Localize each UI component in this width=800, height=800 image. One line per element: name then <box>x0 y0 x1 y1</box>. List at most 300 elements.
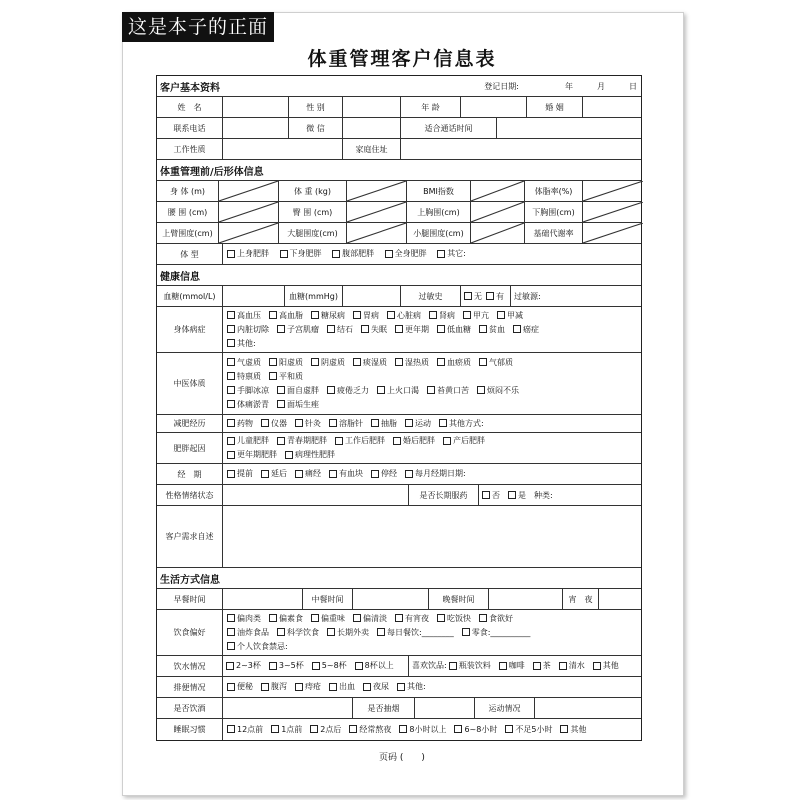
water-row <box>157 656 641 677</box>
checkbox-option[interactable]: 上火口渴 <box>377 386 419 395</box>
checkbox-option[interactable]: 偏重味 <box>311 614 345 623</box>
checkbox-option[interactable]: 甲减 <box>497 311 523 320</box>
checkbox-option[interactable]: 结石 <box>327 325 353 334</box>
shape-opt[interactable]: 下身肥胖 <box>280 249 322 258</box>
waist-label: 腰 围 (cm) <box>157 202 219 222</box>
checkbox-icon <box>312 662 320 670</box>
checkbox-option[interactable]: 平和质 <box>269 372 303 381</box>
checkbox-icon <box>486 292 494 300</box>
allergy-label: 过敏史 <box>401 286 461 306</box>
option-line <box>227 309 637 323</box>
section-body-title: 体重管理前/后形体信息 <box>160 166 264 178</box>
checkbox-icon <box>405 470 413 478</box>
calf-field[interactable] <box>471 223 525 243</box>
checkbox-icon <box>280 250 288 258</box>
checkbox-option[interactable]: 不足5小时 <box>505 725 552 734</box>
sleep-label: 睡眠习惯 <box>157 719 223 740</box>
checkbox-option[interactable]: 出血 <box>329 682 355 691</box>
gender-field[interactable] <box>343 97 401 117</box>
page-number: 页码 ( ) <box>379 753 425 763</box>
checkbox-icon <box>329 419 337 427</box>
checkbox-option[interactable]: 清水 <box>559 661 585 670</box>
period-options <box>223 464 641 484</box>
sugar-field[interactable] <box>223 286 285 306</box>
longmed-label: 是否长期服药 <box>409 485 479 505</box>
thigh-label: 大腿围度(cm) <box>279 223 347 243</box>
checkbox-option[interactable]: 12点前 <box>227 725 263 734</box>
marriage-label: 婚 姻 <box>527 97 583 117</box>
checkbox-option[interactable]: 高血脂 <box>269 311 303 320</box>
checkbox-icon <box>405 419 413 427</box>
checkbox-icon <box>353 358 361 366</box>
checkbox-option[interactable]: 青春期肥胖 <box>277 436 327 445</box>
diet-options <box>223 610 641 655</box>
checkbox-option[interactable]: 贫血 <box>479 325 505 334</box>
checkbox-icon <box>377 386 385 394</box>
checkbox-icon <box>261 419 269 427</box>
job-field[interactable] <box>223 139 343 159</box>
needs-field[interactable] <box>223 506 643 567</box>
cause-options <box>223 433 641 463</box>
checkbox-icon <box>227 725 235 733</box>
checkbox-option[interactable]: 内脏切除 <box>227 325 269 334</box>
checkbox-option[interactable]: 低血糖 <box>437 325 471 334</box>
checkbox-icon <box>295 419 303 427</box>
checkbox-option[interactable]: 2~3杯 <box>226 661 261 670</box>
checkbox-option[interactable]: 更年期肥胖 <box>227 450 277 459</box>
checkbox-option[interactable]: 提前 <box>227 469 253 478</box>
checkbox-option[interactable]: 其他 <box>560 725 586 734</box>
checkbox-icon <box>464 292 472 300</box>
checkbox-option[interactable]: 延后 <box>261 469 287 478</box>
mood-row <box>157 485 641 506</box>
checkbox-icon <box>277 386 285 394</box>
checkbox-icon <box>443 437 451 445</box>
option-line <box>227 323 637 337</box>
option-line <box>227 723 637 737</box>
section-health-row <box>157 265 641 286</box>
checkbox-option[interactable]: 1点前 <box>271 725 302 734</box>
checkbox-option[interactable]: 血瘀质 <box>437 358 471 367</box>
checkbox-icon <box>355 662 363 670</box>
checkbox-icon <box>449 662 457 670</box>
checkbox-icon <box>311 358 319 366</box>
checkbox-option[interactable]: 便秘 <box>227 682 253 691</box>
wechat-field[interactable] <box>343 118 401 138</box>
checkbox-icon <box>533 662 541 670</box>
checkbox-option[interactable]: 吃饭快 <box>437 614 471 623</box>
allergy-choice[interactable]: 无 有 <box>461 286 511 306</box>
checkbox-icon <box>327 325 335 333</box>
disease-row <box>157 307 641 353</box>
checkbox-icon <box>227 419 235 427</box>
tcm-row <box>157 353 641 415</box>
water-options <box>223 656 409 676</box>
longmed-choice[interactable]: 否 是 种类: <box>479 485 643 505</box>
height-label: 身 体 (m) <box>157 181 219 201</box>
sleep-options <box>223 719 641 740</box>
checkbox-option[interactable]: 气虚质 <box>227 358 261 367</box>
option-line <box>227 384 637 398</box>
checkbox-option[interactable]: 溶脂针 <box>329 419 363 428</box>
option-prefix: 喜欢饮品: <box>412 661 447 670</box>
mood-label: 性格情绪状态 <box>157 485 223 505</box>
sport-field[interactable] <box>535 698 643 718</box>
lunch-label: 中餐时间 <box>303 589 353 609</box>
chest-label: 上胸围(cm) <box>407 202 471 222</box>
checkbox-option[interactable]: 阳虚质 <box>269 358 303 367</box>
checkbox-icon <box>335 437 343 445</box>
checkbox-icon <box>427 386 435 394</box>
name-field[interactable] <box>223 97 289 117</box>
checkbox-option[interactable]: 婚后肥胖 <box>393 436 435 445</box>
checkbox-icon <box>395 614 403 622</box>
bmr-label: 基础代谢率 <box>525 223 583 243</box>
height-field[interactable] <box>219 181 279 201</box>
checkbox-option[interactable]: 痰湿质 <box>353 358 387 367</box>
checkbox-icon <box>395 325 403 333</box>
checkbox-option[interactable]: 每日餐饮:________ <box>377 628 454 637</box>
checkbox-option[interactable]: 瓶装饮料 <box>449 661 491 670</box>
checkbox-icon <box>277 437 285 445</box>
checkbox-icon <box>371 419 379 427</box>
checkbox-icon <box>269 358 277 366</box>
checkbox-option[interactable]: 高血压 <box>227 311 261 320</box>
checkbox-icon <box>377 628 385 636</box>
checkbox-option[interactable]: 痔疮 <box>295 682 321 691</box>
lunch-field[interactable] <box>353 589 429 609</box>
sugar-row <box>157 286 641 307</box>
breakfast-label: 早餐时间 <box>157 589 223 609</box>
checkbox-option[interactable]: 儿童肥胖 <box>227 436 269 445</box>
measure-row-2 <box>157 202 641 223</box>
bowel-options <box>223 677 641 697</box>
checkbox-option[interactable]: 抽脂 <box>371 419 397 428</box>
smoke-field[interactable] <box>415 698 475 718</box>
allergy-source-field[interactable]: 过敏源: <box>514 291 541 301</box>
hip-field[interactable] <box>347 202 407 222</box>
shape-label: 体 型 <box>157 244 223 264</box>
checkbox-icon <box>332 250 340 258</box>
checkbox-icon <box>269 614 277 622</box>
shape-options <box>223 244 641 264</box>
sleep-row <box>157 719 641 740</box>
drink-options <box>409 656 643 676</box>
checkbox-option[interactable]: 其他: <box>397 682 426 691</box>
checkbox-icon <box>513 325 521 333</box>
checkbox-option[interactable]: 糖尿病 <box>311 311 345 320</box>
checkbox-option[interactable]: 阴虚质 <box>311 358 345 367</box>
checkbox-icon <box>227 372 235 380</box>
weight-label: 体 重 (kg) <box>279 181 347 201</box>
checkbox-option[interactable]: 仪器 <box>261 419 287 428</box>
diet-label: 饮食偏好 <box>157 610 223 655</box>
checkbox-option[interactable]: 偏素食 <box>269 614 303 623</box>
period-label: 经 期 <box>157 464 223 484</box>
checkbox-icon <box>295 683 303 691</box>
checkbox-icon <box>559 662 567 670</box>
marriage-field[interactable] <box>583 97 643 117</box>
checkbox-icon <box>593 662 601 670</box>
checkbox-icon <box>497 311 505 319</box>
sport-label: 运动情况 <box>475 698 535 718</box>
checkbox-option[interactable]: 病理性肥胖 <box>285 450 335 459</box>
job-label: 工作性质 <box>157 139 223 159</box>
checkbox-option[interactable]: 面垢生痤 <box>277 400 319 409</box>
checkbox-option[interactable]: 8小时以上 <box>399 725 446 734</box>
bowel-label: 排便情况 <box>157 677 223 697</box>
call-time-label: 适合通话时间 <box>401 118 497 138</box>
checkbox-icon <box>227 470 235 478</box>
checkbox-option[interactable]: 科学饮食 <box>277 628 319 637</box>
checkbox-option[interactable]: 3~5杯 <box>269 661 304 670</box>
wechat-label: 微 信 <box>289 118 343 138</box>
checkbox-icon <box>271 725 279 733</box>
shape-opt[interactable]: 其它: <box>437 249 466 258</box>
bmi-field[interactable] <box>471 181 525 201</box>
supper-field[interactable] <box>599 589 643 609</box>
waist-field[interactable] <box>219 202 279 222</box>
dinner-field[interactable] <box>489 589 563 609</box>
water-label: 饮水情况 <box>157 656 223 676</box>
banner-label: 这是本子的正面 <box>122 12 274 42</box>
option-line <box>227 448 637 462</box>
fat-field[interactable] <box>583 181 643 201</box>
bmi-label: BMI指数 <box>407 181 471 201</box>
checkbox-icon <box>227 683 235 691</box>
checkbox-option[interactable]: 咖啡 <box>499 661 525 670</box>
checkbox-option[interactable]: 痛经 <box>295 469 321 478</box>
checkbox-option[interactable]: 烦闷不乐 <box>477 386 519 395</box>
age-field[interactable] <box>461 97 527 117</box>
tcm-label: 中医体质 <box>157 353 223 414</box>
checkbox-option[interactable]: 气郁质 <box>479 358 513 367</box>
checkbox-option[interactable]: 茶 <box>533 661 551 670</box>
checkbox-icon <box>429 311 437 319</box>
checkbox-icon <box>385 250 393 258</box>
section-basic-row <box>157 76 641 97</box>
needs-label: 客户需求自述 <box>157 506 223 567</box>
checkbox-option[interactable]: 手脚冰凉 <box>227 386 269 395</box>
checkbox-option[interactable]: 5~8杯 <box>312 661 347 670</box>
checkbox-icon <box>327 386 335 394</box>
arm-label: 上臂围度(cm) <box>157 223 219 243</box>
checkbox-icon <box>295 470 303 478</box>
checkbox-option[interactable]: 子宫肌瘤 <box>277 325 319 334</box>
checkbox-icon <box>397 683 405 691</box>
checkbox-option[interactable]: 其他 <box>593 661 619 670</box>
checkbox-option[interactable]: 有血块 <box>329 469 363 478</box>
checkbox-option[interactable]: 个人饮食禁忌: <box>227 642 288 651</box>
checkbox-icon <box>227 400 235 408</box>
checkbox-icon <box>269 311 277 319</box>
checkbox-option[interactable]: 2点后 <box>310 725 341 734</box>
checkbox-icon <box>227 339 235 347</box>
checkbox-icon <box>508 491 516 499</box>
diet-row <box>157 610 641 656</box>
fat-label: 体脂率(%) <box>525 181 583 201</box>
checkbox-icon <box>277 325 285 333</box>
checkbox-option[interactable]: 其他方式: <box>439 419 484 428</box>
option-line <box>227 640 637 654</box>
address-field[interactable] <box>401 139 643 159</box>
checkbox-icon <box>479 614 487 622</box>
option-line <box>227 434 637 448</box>
checkbox-option[interactable]: 偏肉类 <box>227 614 261 623</box>
cause-row <box>157 433 641 464</box>
checkbox-icon <box>399 725 407 733</box>
checkbox-option[interactable]: 苔黄口苦 <box>427 386 469 395</box>
checkbox-option[interactable]: 6~8小时 <box>454 725 497 734</box>
checkbox-icon <box>439 419 447 427</box>
checkbox-icon <box>462 628 470 636</box>
checkbox-icon <box>395 358 403 366</box>
gender-label: 性 别 <box>289 97 343 117</box>
measure-row-3 <box>157 223 641 244</box>
mood-field[interactable] <box>223 485 409 505</box>
checkbox-option[interactable]: 油炸食品 <box>227 628 269 637</box>
checkbox-option[interactable]: 腹泻 <box>261 682 287 691</box>
method-row <box>157 415 641 433</box>
thigh-field[interactable] <box>347 223 407 243</box>
alcohol-field[interactable] <box>223 698 353 718</box>
option-line <box>227 612 637 626</box>
shape-opt[interactable]: 上身肥胖 <box>227 249 269 258</box>
checkbox-icon <box>227 642 235 650</box>
section-basic-title: 客户基本资料 <box>160 82 220 94</box>
checkbox-option[interactable]: 8杯以上 <box>355 661 394 670</box>
arm-field[interactable] <box>219 223 279 243</box>
checkbox-icon <box>227 614 235 622</box>
checkbox-icon <box>269 372 277 380</box>
checkbox-option[interactable]: 停经 <box>371 469 397 478</box>
checkbox-option[interactable]: 面自虚胖 <box>277 386 319 395</box>
measure-row-1 <box>157 181 641 202</box>
shape-opt[interactable]: 腹部肥胖 <box>332 249 374 258</box>
checkbox-icon <box>227 451 235 459</box>
checkbox-icon <box>353 311 361 319</box>
section-life-row <box>157 568 641 589</box>
checkbox-option[interactable]: 更年期 <box>395 325 429 334</box>
checkbox-option[interactable]: 肾病 <box>429 311 455 320</box>
pressure-field[interactable] <box>343 286 401 306</box>
checkbox-option[interactable]: 失眠 <box>361 325 387 334</box>
option-line <box>227 467 637 481</box>
checkbox-icon <box>327 628 335 636</box>
cause-label: 肥胖起因 <box>157 433 223 463</box>
checkbox-option[interactable]: 甲亢 <box>463 311 489 320</box>
lowchest-field[interactable] <box>583 202 643 222</box>
checkbox-option[interactable]: 湿热质 <box>395 358 429 367</box>
checkbox-option[interactable]: 体痛淤青 <box>227 400 269 409</box>
supper-label: 宵 夜 <box>563 589 599 609</box>
checkbox-option[interactable]: 药物 <box>227 419 253 428</box>
checkbox-icon <box>437 358 445 366</box>
breakfast-field[interactable] <box>223 589 303 609</box>
checkbox-icon <box>560 725 568 733</box>
weight-field[interactable] <box>347 181 407 201</box>
checkbox-icon <box>310 725 318 733</box>
checkbox-option[interactable]: 产后肥胖 <box>443 436 485 445</box>
checkbox-icon <box>387 311 395 319</box>
checkbox-option[interactable]: 特禀质 <box>227 372 261 381</box>
option-line <box>227 370 637 384</box>
info-table <box>156 75 642 741</box>
checkbox-icon <box>261 683 269 691</box>
checkbox-icon <box>482 491 490 499</box>
checkbox-option[interactable]: 心脏病 <box>387 311 421 320</box>
register-date: 登记日期: 年 月 日 <box>484 81 637 91</box>
bmr-field[interactable] <box>583 223 643 243</box>
age-label: 年 龄 <box>401 97 461 117</box>
checkbox-option[interactable]: 胃病 <box>353 311 379 320</box>
checkbox-option[interactable]: 有宵夜 <box>395 614 429 623</box>
checkbox-option[interactable]: 长期外卖 <box>327 628 369 637</box>
checkbox-option[interactable]: 工作后肥胖 <box>335 436 385 445</box>
checkbox-option[interactable]: 零食:__________ <box>462 628 531 637</box>
lowchest-label: 下胸围(cm) <box>525 202 583 222</box>
habit-row <box>157 698 641 719</box>
checkbox-option[interactable]: 针灸 <box>295 419 321 428</box>
bowel-row <box>157 677 641 698</box>
name-label: 姓 名 <box>157 97 223 117</box>
checkbox-option[interactable]: 经常熬夜 <box>349 725 391 734</box>
checkbox-option[interactable]: 食欲好 <box>479 614 513 623</box>
disease-options <box>223 307 641 352</box>
checkbox-icon <box>329 683 337 691</box>
option-line <box>227 398 637 412</box>
option-line <box>227 626 637 640</box>
checkbox-option[interactable]: 疲倦乏力 <box>327 386 369 395</box>
phone-label: 联系电话 <box>157 118 223 138</box>
checkbox-icon <box>454 725 462 733</box>
calf-label: 小腿围度(cm) <box>407 223 471 243</box>
checkbox-icon <box>277 400 285 408</box>
checkbox-icon <box>353 614 361 622</box>
option-line <box>226 659 402 673</box>
checkbox-option[interactable]: 其他: <box>227 339 256 348</box>
checkbox-icon <box>477 386 485 394</box>
chest-field[interactable] <box>471 202 525 222</box>
checkbox-icon <box>311 614 319 622</box>
option-line <box>227 417 637 431</box>
checkbox-icon <box>393 437 401 445</box>
pressure-label: 血糖(mmHg) <box>285 286 343 306</box>
checkbox-icon <box>499 662 507 670</box>
checkbox-icon <box>437 250 445 258</box>
dinner-label: 晚餐时间 <box>429 589 489 609</box>
checkbox-option[interactable]: 每月经期日期: <box>405 469 466 478</box>
checkbox-icon <box>227 311 235 319</box>
checkbox-icon <box>311 311 319 319</box>
checkbox-icon <box>277 628 285 636</box>
checkbox-icon <box>463 311 471 319</box>
phone-field[interactable] <box>223 118 289 138</box>
checkbox-option[interactable]: 癌症 <box>513 325 539 334</box>
checkbox-icon <box>371 470 379 478</box>
checkbox-option[interactable]: 偏清淡 <box>353 614 387 623</box>
call-time-field[interactable] <box>497 118 643 138</box>
sugar-label: 血糖(mmol/L) <box>157 286 223 306</box>
checkbox-icon <box>227 358 235 366</box>
checkbox-icon <box>261 470 269 478</box>
checkbox-option[interactable]: 夜尿 <box>363 682 389 691</box>
checkbox-icon <box>227 437 235 445</box>
shape-opt[interactable]: 全身肥胖 <box>385 249 427 258</box>
checkbox-option[interactable]: 运动 <box>405 419 431 428</box>
needs-row <box>157 506 641 568</box>
checkbox-icon <box>227 386 235 394</box>
